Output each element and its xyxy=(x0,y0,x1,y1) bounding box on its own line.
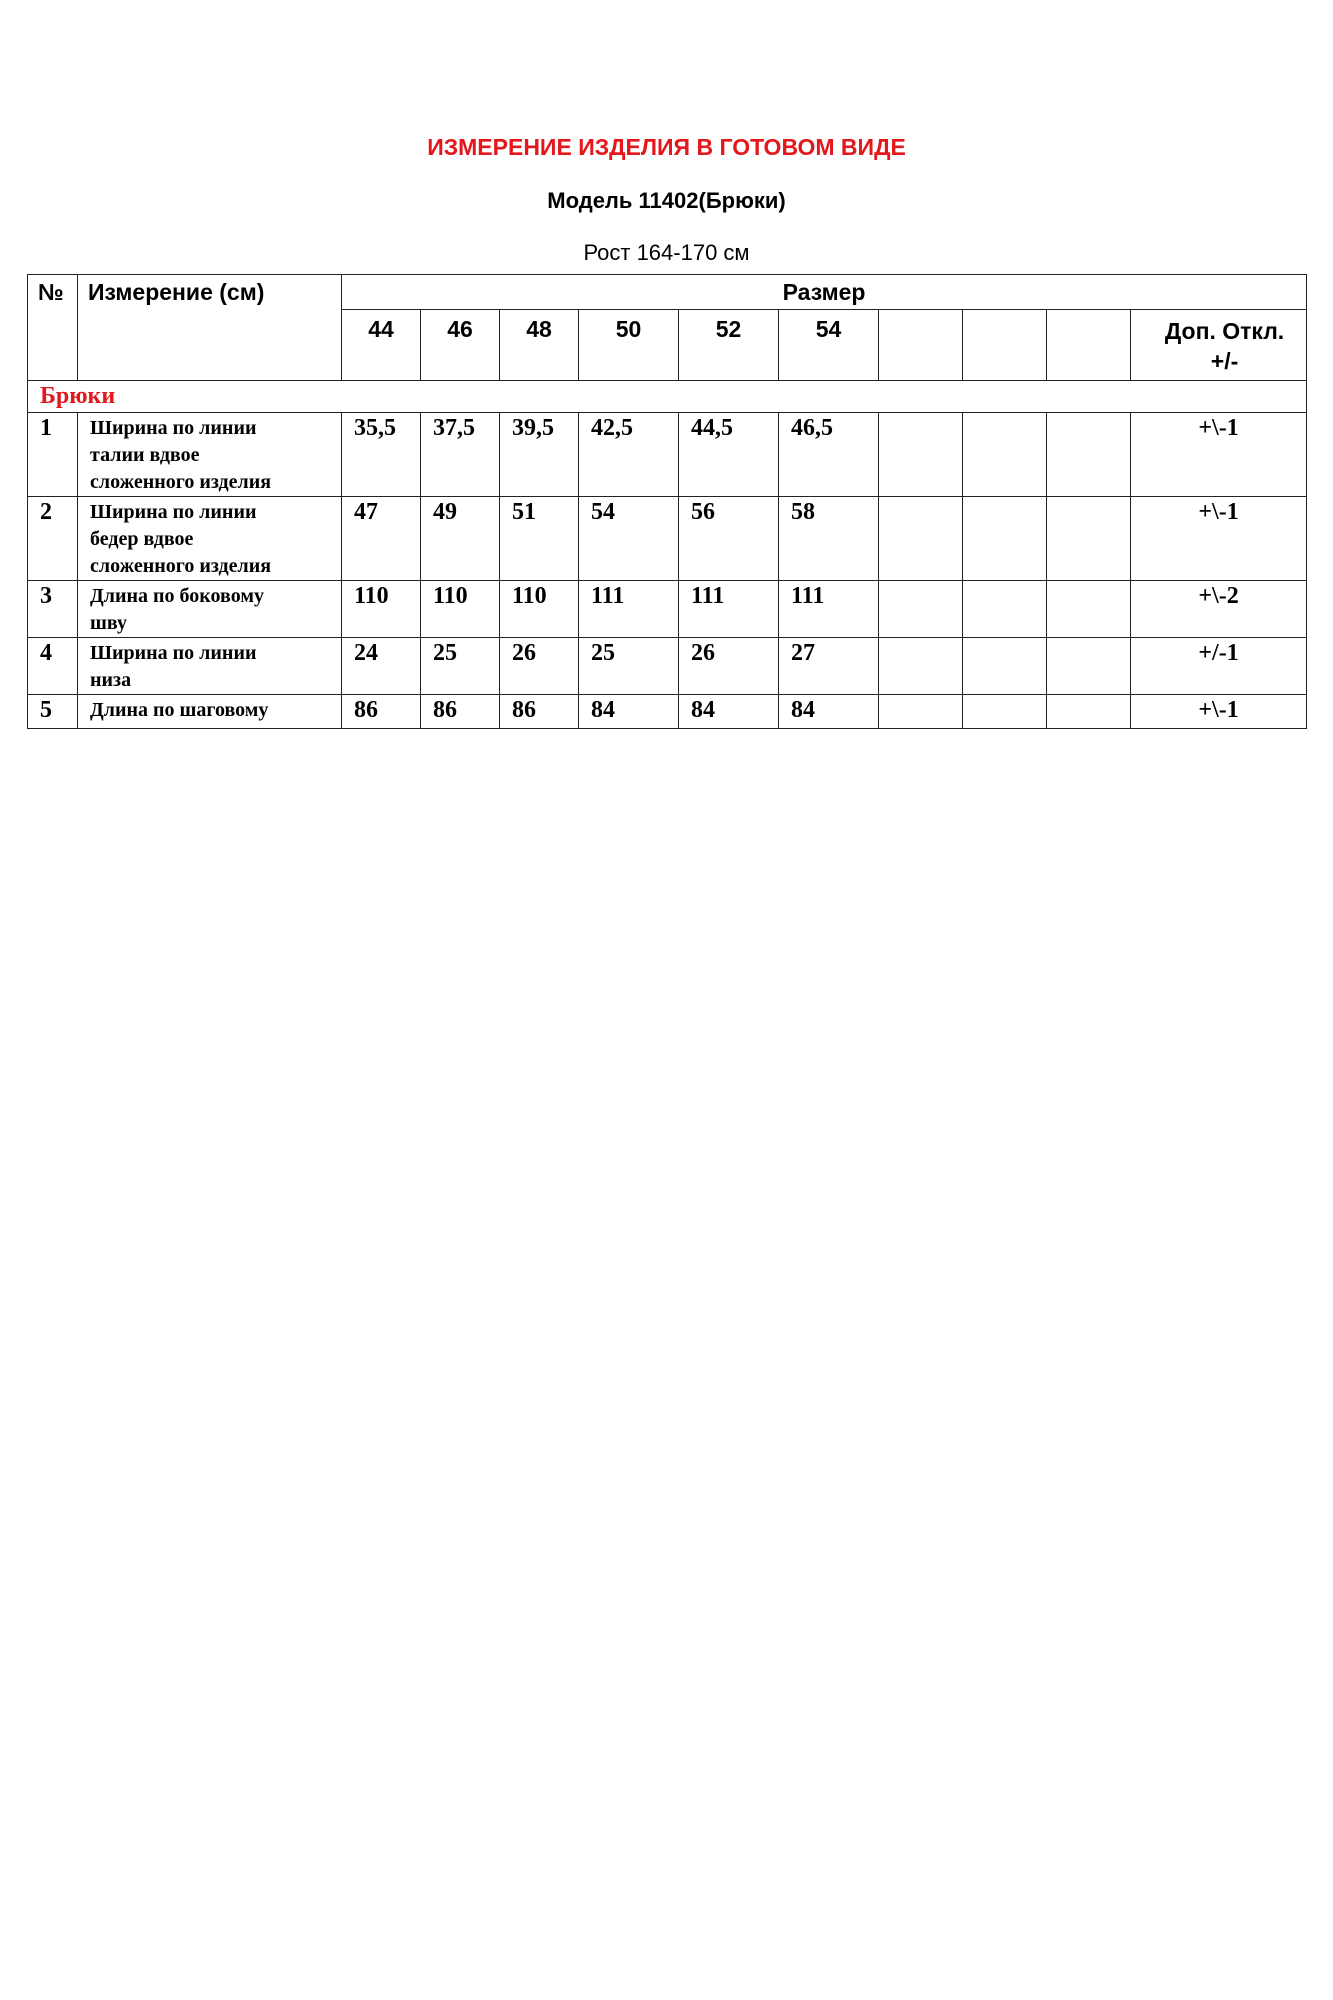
value-cell: 58 xyxy=(779,497,879,581)
value-cell: 44,5 xyxy=(679,413,779,497)
size-cell: 44 xyxy=(342,310,421,381)
size-cell: 54 xyxy=(779,310,879,381)
name-line: Длина по боковому xyxy=(90,585,264,607)
value-cell: 37,5 xyxy=(421,413,500,497)
size-cell: 48 xyxy=(500,310,579,381)
height-range: Рост 164-170 см xyxy=(583,240,750,265)
value-cell: 35,5 xyxy=(342,413,421,497)
tolerance-cell: +\-2 xyxy=(1131,581,1307,638)
value-cell xyxy=(1047,497,1131,581)
header-size: Размер xyxy=(342,275,1307,310)
header-number: № xyxy=(28,275,78,381)
value-cell: 42,5 xyxy=(579,413,679,497)
tolerance-cell: +\-1 xyxy=(1131,497,1307,581)
value-cell: 84 xyxy=(579,695,679,729)
value-cell: 46,5 xyxy=(779,413,879,497)
name-line: бедер вдвое xyxy=(90,528,194,550)
value-cell: 86 xyxy=(342,695,421,729)
value-cell xyxy=(879,581,963,638)
value-cell xyxy=(963,695,1047,729)
measurement-table xyxy=(27,274,1307,729)
value-cell: 27 xyxy=(779,638,879,695)
name-line: Ширина по линии xyxy=(90,417,257,439)
row-number: 4 xyxy=(28,638,78,695)
value-cell: 110 xyxy=(500,581,579,638)
document-title: ИЗМЕРЕНИЕ ИЗДЕЛИЯ В ГОТОВОМ ВИДЕ xyxy=(427,134,906,160)
value-cell xyxy=(963,497,1047,581)
name-line: талии вдвое xyxy=(90,444,200,466)
name-line: сложенного изделия xyxy=(90,555,272,577)
value-cell: 26 xyxy=(679,638,779,695)
value-cell: 49 xyxy=(421,497,500,581)
model-name: Модель 11402(Брюки) xyxy=(547,188,786,213)
value-cell: 54 xyxy=(579,497,679,581)
header-measurement: Измерение (см) xyxy=(78,275,342,381)
name-line: низа xyxy=(90,669,132,691)
size-cell xyxy=(1047,310,1131,381)
value-cell xyxy=(1047,413,1131,497)
value-cell xyxy=(879,413,963,497)
tolerance-cell: +/-1 xyxy=(1131,638,1307,695)
value-cell xyxy=(1047,638,1131,695)
value-cell: 26 xyxy=(500,638,579,695)
value-cell: 86 xyxy=(500,695,579,729)
size-cell xyxy=(879,310,963,381)
row-number: 5 xyxy=(28,695,78,729)
size-cell: 50 xyxy=(579,310,679,381)
section-row xyxy=(28,381,1307,413)
value-cell: 111 xyxy=(779,581,879,638)
header-tolerance xyxy=(1131,310,1307,381)
value-cell xyxy=(879,497,963,581)
size-cell: 52 xyxy=(679,310,779,381)
name-line: сложенного изделия xyxy=(90,471,272,493)
value-cell: 84 xyxy=(679,695,779,729)
size-cell: 46 xyxy=(421,310,500,381)
value-cell: 86 xyxy=(421,695,500,729)
table-row xyxy=(28,695,1307,729)
value-cell: 110 xyxy=(421,581,500,638)
value-cell: 56 xyxy=(679,497,779,581)
name-line: шву xyxy=(90,612,128,634)
value-cell: 47 xyxy=(342,497,421,581)
value-cell: 84 xyxy=(779,695,879,729)
row-measurement-name xyxy=(78,638,342,695)
value-cell: 111 xyxy=(579,581,679,638)
header-tolerance-line1: Доп. Откл. xyxy=(1164,318,1285,344)
row-number: 3 xyxy=(28,581,78,638)
value-cell: 51 xyxy=(500,497,579,581)
row-measurement-name xyxy=(78,581,342,638)
name-line: Длина по шаговому xyxy=(90,699,269,721)
table-row xyxy=(28,413,1307,497)
value-cell: 110 xyxy=(342,581,421,638)
table-row xyxy=(28,497,1307,581)
row-number: 2 xyxy=(28,497,78,581)
value-cell xyxy=(963,413,1047,497)
header-row xyxy=(28,275,1307,310)
value-cell xyxy=(879,638,963,695)
row-measurement-name xyxy=(78,695,342,729)
row-measurement-name xyxy=(78,497,342,581)
value-cell xyxy=(879,695,963,729)
name-line: Ширина по линии xyxy=(90,642,257,664)
row-measurement-name xyxy=(78,413,342,497)
value-cell: 39,5 xyxy=(500,413,579,497)
table-row xyxy=(28,581,1307,638)
value-cell: 24 xyxy=(342,638,421,695)
tolerance-cell: +\-1 xyxy=(1131,695,1307,729)
table-row xyxy=(28,638,1307,695)
value-cell: 25 xyxy=(421,638,500,695)
name-line: Ширина по линии xyxy=(90,501,257,523)
row-number: 1 xyxy=(28,413,78,497)
header-tolerance-line2: +/- xyxy=(1210,348,1239,374)
section-title: Брюки xyxy=(28,381,1307,413)
value-cell xyxy=(963,581,1047,638)
size-cell xyxy=(963,310,1047,381)
value-cell: 111 xyxy=(679,581,779,638)
value-cell xyxy=(963,638,1047,695)
value-cell xyxy=(1047,695,1131,729)
value-cell xyxy=(1047,581,1131,638)
value-cell: 25 xyxy=(579,638,679,695)
tolerance-cell: +\-1 xyxy=(1131,413,1307,497)
